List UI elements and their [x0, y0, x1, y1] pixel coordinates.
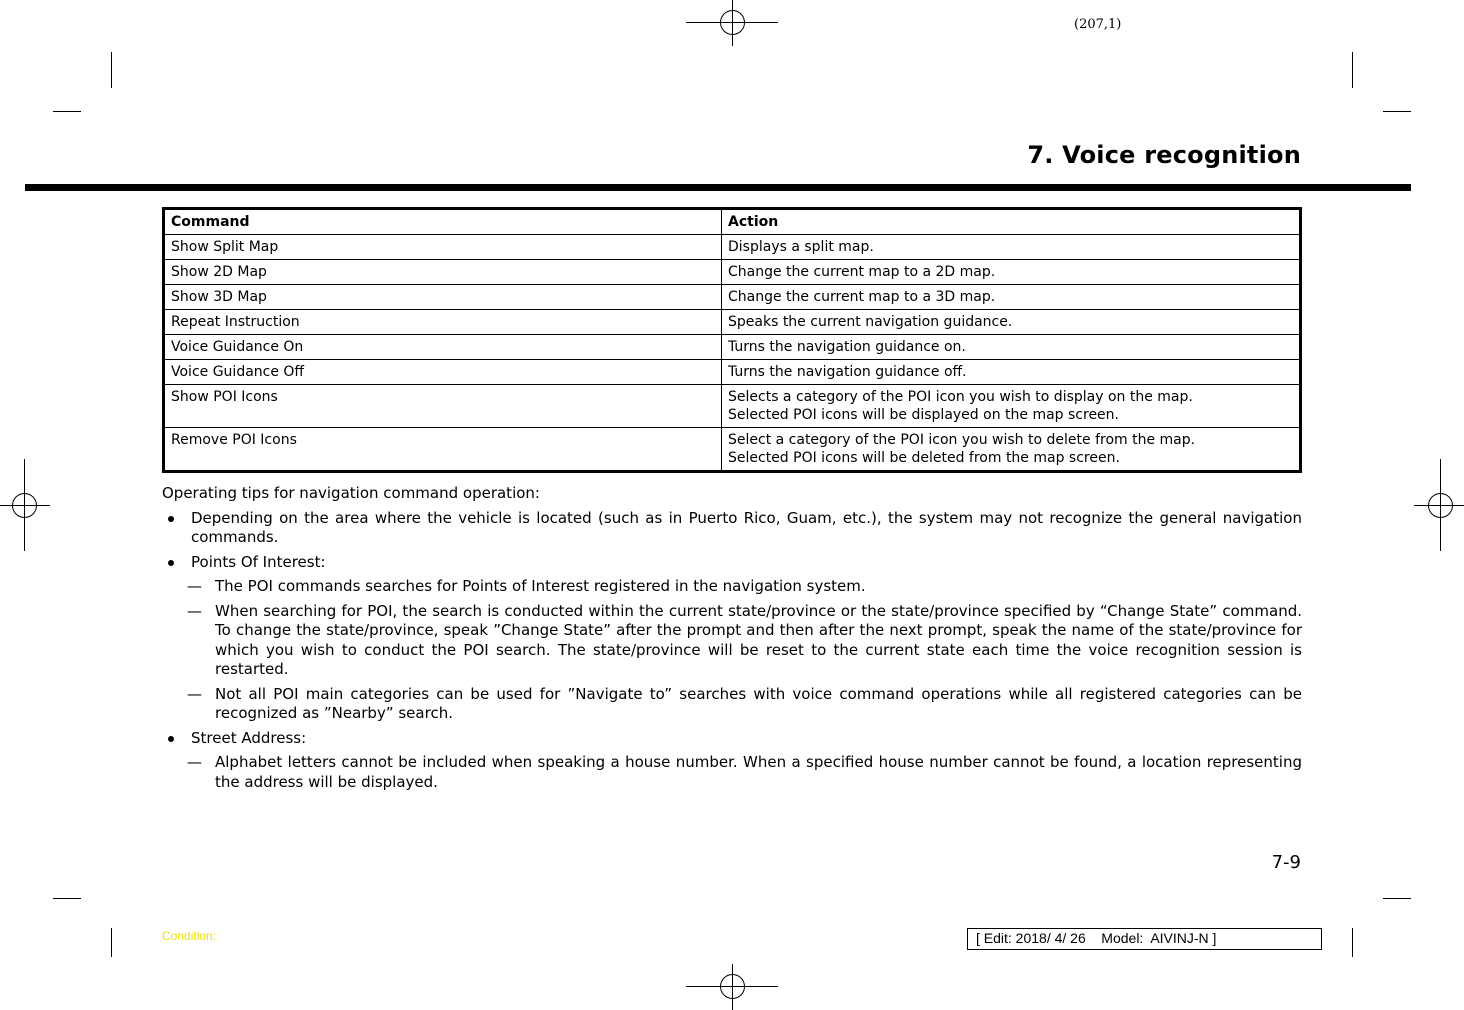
- command-cell: Repeat Instruction: [164, 310, 722, 335]
- command-column-header: Command: [164, 209, 722, 235]
- bullet-icon: [168, 516, 174, 522]
- list-item: [162, 553, 1302, 573]
- table-row: [164, 310, 1301, 335]
- table-row: [164, 335, 1301, 360]
- dash-icon: —: [187, 577, 202, 595]
- table-row: [164, 428, 1301, 472]
- command-cell: Show POI Icons: [164, 385, 722, 428]
- table-row: [164, 260, 1301, 285]
- action-cell: Displays a split map.: [722, 235, 1301, 260]
- bullet-icon: [168, 560, 174, 566]
- command-cell: Show Split Map: [164, 235, 722, 260]
- sub-list-item: [162, 602, 1302, 680]
- dash-icon: —: [187, 753, 202, 771]
- page-code: (207,1): [1074, 17, 1122, 32]
- sub-list-item: [162, 753, 1302, 792]
- bullet-icon: [168, 736, 174, 742]
- action-cell: Selects a category of the POI icon you wish to display on the map. Selected POI icons will be displayed on the map screen.: [722, 385, 1301, 428]
- operating-tips: [162, 484, 1302, 797]
- sub-item-text: Alphabet letters cannot be included when speaking a house number. When a specified house number cannot be found, a location representing the address will be displayed.: [215, 753, 1302, 791]
- dash-icon: —: [187, 601, 202, 620]
- action-cell: Change the current map to a 3D map.: [722, 285, 1301, 310]
- dash-icon: —: [187, 684, 202, 703]
- sub-list-item: [162, 685, 1302, 724]
- bullet-text: Depending on the area where the vehicle is located (such as in Puerto Rico, Guam, etc.), the system may not recognize the general navigation commands.: [191, 508, 1302, 546]
- sub-item-text: The POI commands searches for Points of Interest registered in the navigation system.: [215, 577, 866, 595]
- tips-intro: Operating tips for navigation command operation:: [162, 484, 540, 502]
- sub-item-text: Not all POI main categories can be used for ”Navigate to” searches with voice command operations while all registered categories can be recognized as ”Nearby” search.: [215, 684, 1302, 722]
- action-cell: Select a category of the POI icon you wish to delete from the map. Selected POI icons will be deleted from the map screen.: [722, 428, 1301, 472]
- table-header-row: [164, 209, 1301, 235]
- command-cell: Remove POI Icons: [164, 428, 722, 472]
- bullet-text: Points Of Interest:: [191, 552, 326, 571]
- page-number: 7-9: [1271, 852, 1301, 873]
- condition-label: Condition:: [162, 929, 217, 943]
- table-row: [164, 235, 1301, 260]
- sub-item-text: When searching for POI, the search is conducted within the current state/province or the state/province specified by “Change State” command. To change the state/province, speak ”Change State” after the prompt and then after the next prompt, speak the name of the state/province for which you wish to conduct the POI search. The state/province will be reset to the current state each time the voice recognition session is restarted.: [215, 601, 1302, 678]
- edit-info-box: [ Edit: 2018/ 4/ 26 Model: AIVINJ-N ]: [967, 928, 1322, 950]
- table-row: [164, 360, 1301, 385]
- command-cell: Voice Guidance Off: [164, 360, 722, 385]
- list-item: [162, 509, 1302, 548]
- section-title: 7. Voice recognition: [1027, 141, 1301, 169]
- header-rule: [25, 184, 1411, 191]
- action-cell: Change the current map to a 2D map.: [722, 260, 1301, 285]
- command-cell: Voice Guidance On: [164, 335, 722, 360]
- action-column-header: Action: [722, 209, 1301, 235]
- action-cell: Turns the navigation guidance off.: [722, 360, 1301, 385]
- action-cell: Turns the navigation guidance on.: [722, 335, 1301, 360]
- list-item: [162, 729, 1302, 749]
- command-table: [162, 207, 1302, 473]
- command-cell: Show 2D Map: [164, 260, 722, 285]
- sub-list-item: [162, 577, 1302, 597]
- table-row: [164, 385, 1301, 428]
- table-row: [164, 285, 1301, 310]
- command-cell: Show 3D Map: [164, 285, 722, 310]
- action-cell: Speaks the current navigation guidance.: [722, 310, 1301, 335]
- bullet-text: Street Address:: [191, 728, 307, 747]
